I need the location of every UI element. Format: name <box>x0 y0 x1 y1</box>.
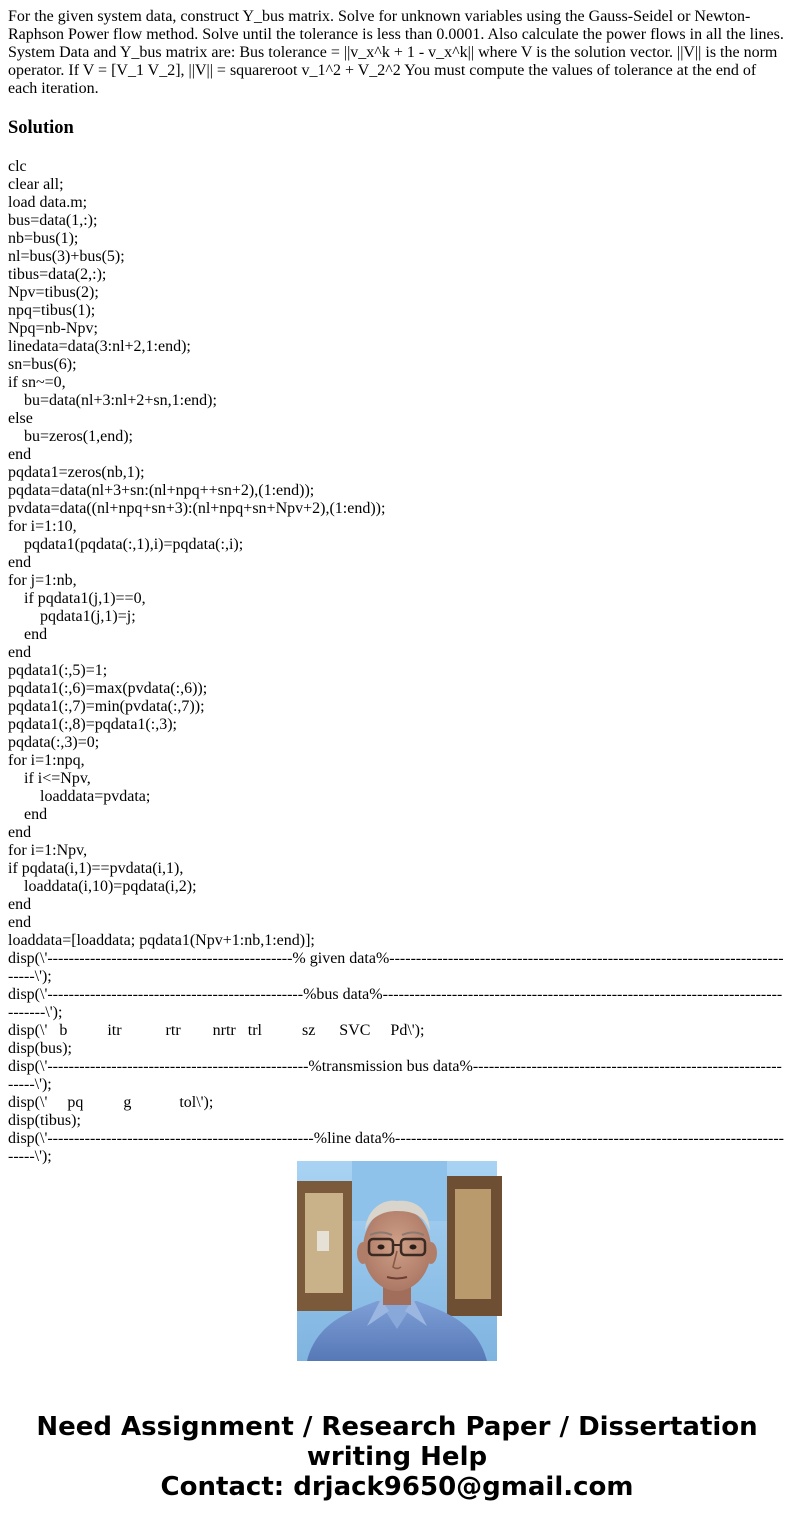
code-line: end <box>8 914 32 931</box>
code-listing <box>8 158 786 1165</box>
code-line: load data.m; <box>8 194 88 211</box>
solution-heading: Solution <box>8 118 74 138</box>
code-line: disp(\'-------------------------------------------------%transmission bus data%---------------------------------------------------------------\'); <box>8 1058 782 1093</box>
code-line: disp(tibus); <box>8 1112 81 1129</box>
code-line: disp(\'------------------------------------------------%bus data%----------------------------------------------------------------------------------\'); <box>8 986 783 1021</box>
code-line: pqdata1(j,1)=j; <box>8 608 136 625</box>
code-line: bu=zeros(1,end); <box>8 428 133 445</box>
code-line: end <box>8 806 48 823</box>
code-line: bus=data(1,:); <box>8 212 98 229</box>
code-line: end <box>8 554 32 571</box>
question-text: For the given system data, construct Y_bus matrix. Solve for unknown variables using the Gauss-Seidel or Newton-Raphson Power flow method. Solve until the tolerance is less than 0.0001. Also calculate the power flows in all the lines. System Data and Y_bus matrix are: Bus tolerance = ||v_x^k + 1 - v_x^k|| where V is the solution vector. ||V|| is the norm operator. If V = [V_1 V_2], ||V|| = squareroot v_1^2 + V_2^2 You must compute the values of tolerance at the end of each iteration. <box>8 8 784 97</box>
code-line: if pqdata(i,1)==pvdata(i,1), <box>8 860 184 877</box>
code-line: npq=tibus(1); <box>8 302 96 319</box>
footer-line-2: writing Help <box>306 1442 488 1472</box>
code-line: linedata=data(3:nl+2,1:end); <box>8 338 191 355</box>
code-line: end <box>8 446 32 463</box>
code-line: disp(\'----------------------------------------------% given data%-------------------------------------------------------------------------------\'); <box>8 950 784 985</box>
code-line: end <box>8 626 48 643</box>
code-line: pqdata1(:,6)=max(pvdata(:,6)); <box>8 680 208 697</box>
code-line: pvdata=data((nl+npq+sn+3):(nl+npq+sn+Npv+2),(1:end)); <box>8 500 386 517</box>
code-line: tibus=data(2,:); <box>8 266 107 283</box>
code-line: bu=data(nl+3:nl+2+sn,1:end); <box>8 392 217 409</box>
code-line: end <box>8 896 32 913</box>
code-line: nb=bus(1); <box>8 230 79 247</box>
code-line: end <box>8 824 32 841</box>
code-line: clear all; <box>8 176 64 193</box>
code-line: for j=1:nb, <box>8 572 77 589</box>
code-line: pqdata1(pqdata(:,1),i)=pqdata(:,i); <box>8 536 244 553</box>
code-line: if pqdata1(j,1)==0, <box>8 590 146 607</box>
code-line: pqdata=data(nl+3+sn:(nl+npq++sn+2),(1:end)); <box>8 482 315 499</box>
code-line: clc <box>8 158 27 175</box>
code-line: nl=bus(3)+bus(5); <box>8 248 125 265</box>
code-line: if i<=Npv, <box>8 770 91 787</box>
code-line: pqdata1(:,7)=min(pvdata(:,7)); <box>8 698 205 715</box>
code-line: loaddata(i,10)=pqdata(i,2); <box>8 878 197 895</box>
author-avatar <box>297 1161 497 1361</box>
code-line: sn=bus(6); <box>8 356 77 373</box>
footer-contact: Contact: drjack9650@gmail.com <box>160 1472 634 1502</box>
code-line: disp(\' b itr rtr nrtr trl sz SVC Pd\'); <box>8 1022 425 1039</box>
code-line: disp(\' pq g tol\'); <box>8 1094 214 1111</box>
code-line: disp(bus); <box>8 1040 72 1057</box>
code-line: Npq=nb-Npv; <box>8 320 98 337</box>
code-line: pqdata1=zeros(nb,1); <box>8 464 145 481</box>
code-line: for i=1:10, <box>8 518 77 535</box>
code-line: loaddata=pvdata; <box>8 788 151 805</box>
code-line: pqdata(:,3)=0; <box>8 734 100 751</box>
code-line: pqdata1(:,5)=1; <box>8 662 108 679</box>
person-portrait-icon <box>297 1161 497 1361</box>
code-line: disp(\'--------------------------------------------------%line data%------------------------------------------------------------------------------\'); <box>8 1130 784 1165</box>
code-line: Npv=tibus(2); <box>8 284 99 301</box>
code-line: end <box>8 644 32 661</box>
code-line: for i=1:Npv, <box>8 842 88 859</box>
code-line: loaddata=[loaddata; pqdata1(Npv+1:nb,1:end)]; <box>8 932 315 949</box>
footer-line-1: Need Assignment / Research Paper / Dissertation <box>36 1412 758 1442</box>
code-line: for i=1:npq, <box>8 752 85 769</box>
code-line: else <box>8 410 33 427</box>
code-line: if sn~=0, <box>8 374 66 391</box>
code-line: pqdata1(:,8)=pqdata1(:,3); <box>8 716 177 733</box>
footer-banner <box>0 1412 794 1502</box>
